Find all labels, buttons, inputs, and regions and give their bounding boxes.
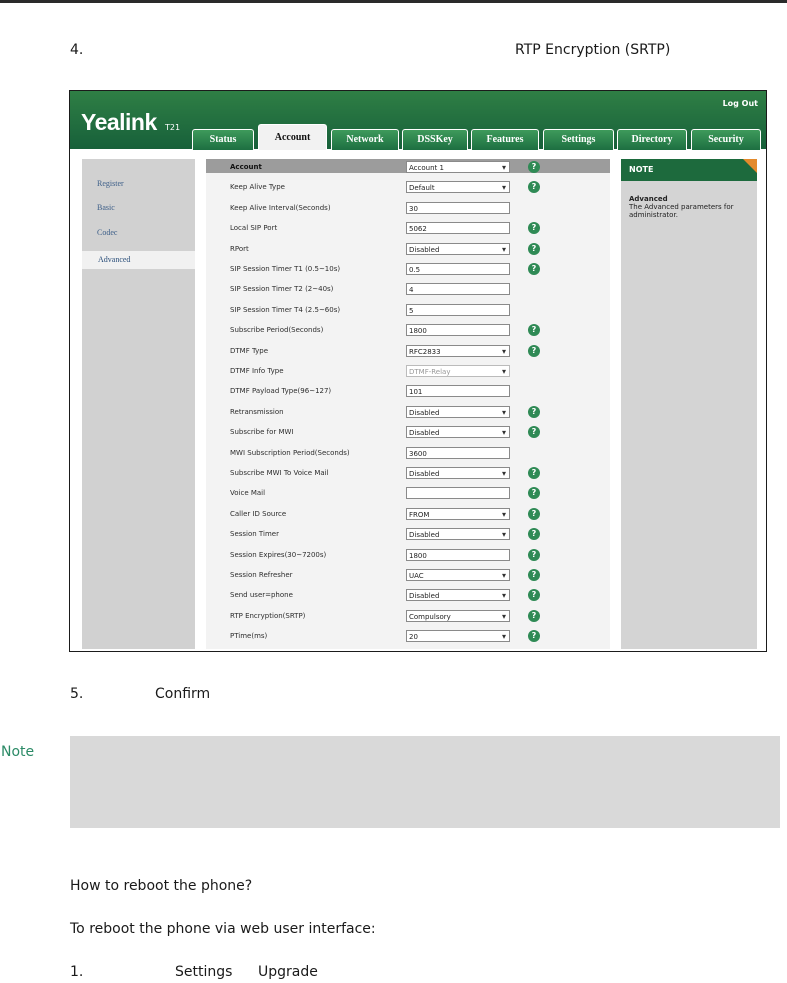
help-icon[interactable]: ? [528, 610, 540, 622]
sidebar-item-register[interactable]: Register [97, 179, 124, 188]
field-label: Subscribe Period(Seconds) [230, 326, 324, 335]
help-icon[interactable]: ? [528, 467, 540, 479]
help-icon[interactable]: ? [528, 243, 540, 255]
instruction-text: To reboot the phone via web user interface: [70, 921, 376, 937]
field-label: Session Expires(30~7200s) [230, 550, 327, 559]
field-label: Account [230, 163, 262, 171]
tab-status[interactable]: Status [192, 129, 254, 150]
field-label: RTP Encryption(SRTP) [230, 611, 306, 620]
form-row [206, 587, 610, 607]
field-select[interactable]: FROM ▾ [406, 508, 510, 520]
help-icon[interactable]: ? [528, 569, 540, 581]
note-title: Advanced [629, 195, 668, 203]
web-header [70, 91, 766, 149]
help-icon[interactable]: ? [528, 630, 540, 642]
form-row [206, 343, 610, 363]
step1-number: 1. [70, 964, 84, 980]
help-icon[interactable]: ? [528, 263, 540, 275]
field-label: Subscribe MWI To Voice Mail [230, 469, 329, 477]
form-row [206, 179, 610, 199]
field-input[interactable]: 3600 [406, 447, 510, 459]
form-row [206, 159, 610, 179]
step4-text: RTP Encryption (SRTP) [515, 42, 671, 58]
form-row [206, 445, 610, 465]
field-label: Local SIP Port [230, 224, 278, 233]
step1-settings: Settings [175, 964, 233, 980]
sidebar [82, 159, 195, 649]
help-icon[interactable]: ? [528, 345, 540, 357]
field-input[interactable]: 0.5 [406, 263, 510, 275]
form-row [206, 383, 610, 403]
field-input[interactable]: 30 [406, 202, 510, 214]
model-label: T21 [165, 123, 181, 132]
form-row [206, 404, 610, 424]
field-label: SIP Session Timer T1 (0.5~10s) [230, 265, 341, 273]
form-row [206, 363, 610, 383]
field-label: Caller ID Source [230, 509, 287, 518]
step1-upgrade: Upgrade [258, 964, 318, 980]
field-select: DTMF-Relay ▾ [406, 365, 510, 377]
field-select[interactable]: Default ▾ [406, 181, 510, 193]
field-select[interactable]: Disabled ▾ [406, 528, 510, 540]
field-select[interactable]: Disabled ▾ [406, 467, 510, 479]
note-header: NOTE [621, 159, 757, 181]
form-row [206, 281, 610, 301]
form-row [206, 200, 610, 220]
tab-features[interactable]: Features [471, 129, 539, 150]
form-row [206, 220, 610, 240]
yealink-logo: Yealink [81, 109, 157, 135]
field-input[interactable]: 5062 [406, 222, 510, 234]
step5-number: 5. [70, 686, 84, 702]
form-row [206, 628, 610, 648]
field-input[interactable]: 5 [406, 304, 510, 316]
form-row [206, 302, 610, 322]
field-select[interactable]: Account 1 ▾ [406, 161, 510, 173]
field-label: DTMF Payload Type(96~127) [230, 387, 332, 396]
step4-number: 4. [70, 42, 84, 58]
field-label: Voice Mail [230, 489, 266, 498]
help-icon[interactable]: ? [528, 508, 540, 520]
step5-text: Confirm [155, 686, 211, 702]
tab-dsskey[interactable]: DSSKey [402, 129, 468, 150]
tab-security[interactable]: Security [691, 129, 761, 150]
field-input[interactable]: 1800 [406, 324, 510, 336]
help-icon[interactable]: ? [528, 181, 540, 193]
field-select[interactable]: UAC ▾ [406, 569, 510, 581]
help-icon[interactable]: ? [528, 487, 540, 499]
field-input[interactable]: 1800 [406, 549, 510, 561]
field-label: DTMF Type [230, 346, 269, 355]
help-icon[interactable]: ? [528, 406, 540, 418]
help-icon[interactable]: ? [528, 161, 540, 173]
field-label: MWI Subscription Period(Seconds) [230, 448, 350, 457]
form-row [206, 567, 610, 587]
note-corner-tab [743, 159, 757, 173]
form-row [206, 608, 610, 628]
tab-network[interactable]: Network [331, 129, 399, 150]
form-row [206, 465, 610, 485]
field-select[interactable]: Disabled ▾ [406, 589, 510, 601]
field-select[interactable]: 20 ▾ [406, 630, 510, 642]
help-icon[interactable]: ? [528, 589, 540, 601]
field-select[interactable]: Compulsory ▾ [406, 610, 510, 622]
form-row [206, 526, 610, 546]
advanced-form [206, 159, 610, 649]
field-label: Keep Alive Type [230, 183, 285, 192]
form-row [206, 261, 610, 281]
field-label: Subscribe for MWI [230, 428, 294, 437]
field-label: Session Refresher [230, 571, 293, 579]
note-description: The Advanced parameters for administrator. [629, 203, 734, 219]
note-label: Note [1, 744, 35, 760]
note-box [70, 736, 780, 828]
field-select[interactable]: RFC2833 ▾ [406, 345, 510, 357]
help-icon[interactable]: ? [528, 426, 540, 438]
field-select[interactable]: Disabled ▾ [406, 406, 510, 418]
form-row [206, 322, 610, 342]
field-input[interactable] [406, 487, 510, 499]
field-label: PTime(ms) [230, 632, 268, 641]
field-input[interactable]: 4 [406, 283, 510, 295]
form-row [206, 424, 610, 444]
note-panel [621, 159, 757, 649]
field-label: RPort [230, 244, 249, 253]
field-select[interactable]: Disabled ▾ [406, 426, 510, 438]
field-input[interactable]: 101 [406, 385, 510, 397]
web-ui-screenshot [69, 90, 767, 652]
tab-directory[interactable]: Directory [617, 129, 687, 150]
field-label: Send user=phone [230, 591, 293, 600]
tab-account[interactable]: Account [258, 124, 327, 150]
page-top-rule [0, 0, 787, 3]
help-icon[interactable]: ? [528, 324, 540, 336]
sidebar-item-codec[interactable]: Codec [97, 228, 118, 237]
field-select[interactable]: Disabled ▾ [406, 243, 510, 255]
form-row [206, 547, 610, 567]
field-label: DTMF Info Type [230, 367, 284, 375]
form-row [206, 241, 610, 261]
form-row [206, 506, 610, 526]
logout-link[interactable]: Log Out [722, 99, 758, 108]
field-label: Keep Alive Interval(Seconds) [230, 203, 331, 212]
field-label: Session Timer [230, 530, 279, 539]
help-icon[interactable]: ? [528, 549, 540, 561]
sidebar-item-advanced[interactable]: Advanced [98, 255, 131, 264]
tab-settings[interactable]: Settings [543, 129, 614, 150]
field-label: SIP Session Timer T2 (2~40s) [230, 285, 334, 294]
help-icon[interactable]: ? [528, 528, 540, 540]
sidebar-item-basic[interactable]: Basic [97, 203, 115, 212]
field-label: Retransmission [230, 407, 284, 416]
help-icon[interactable]: ? [528, 222, 540, 234]
faq-question: How to reboot the phone? [70, 878, 253, 894]
field-label: SIP Session Timer T4 (2.5~60s) [230, 305, 341, 314]
form-row [206, 485, 610, 505]
